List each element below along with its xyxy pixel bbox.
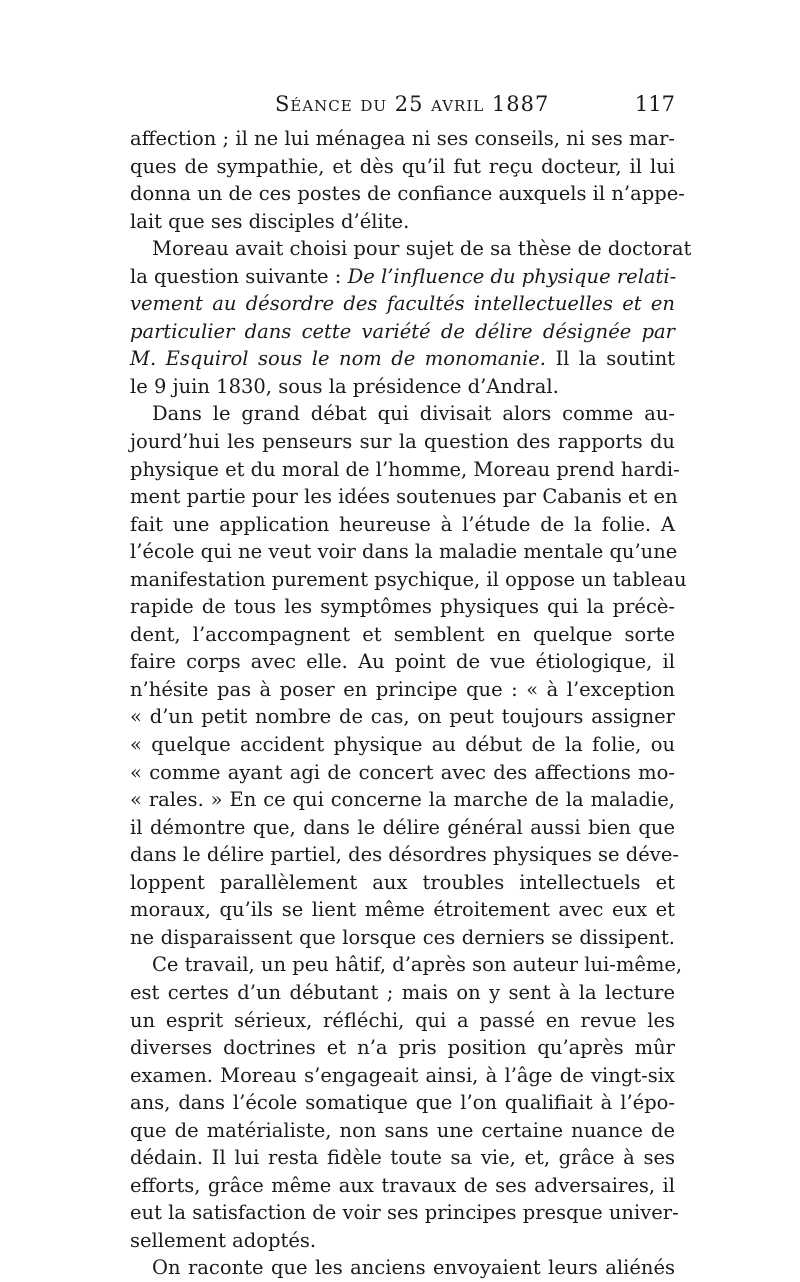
text-line	[130, 208, 675, 236]
line-text: « comme ayant agi de concert avec des affections mo-	[130, 760, 675, 784]
line-text: affection ; il ne lui ménagea ni ses conseils, ni ses mar-	[130, 127, 675, 150]
line-text: lait que ses disciples d’élite.	[130, 209, 410, 233]
line-text: Dans le grand débat qui divisait alors comme au-	[152, 402, 675, 426]
text-line	[130, 400, 675, 428]
line-text: il démontre que, dans le délire général aussi bien que	[130, 815, 675, 839]
line-text: est certes d’un débutant ; mais on y sent à la lecture	[130, 980, 675, 1004]
line-text: que de matérialiste, non sans une certaine nuance de	[130, 1118, 675, 1142]
line-text: n’hésite pas à poser en principe que : « à l’exception	[130, 677, 675, 701]
text-line	[130, 566, 687, 594]
text-line	[130, 1144, 675, 1172]
text-line	[130, 345, 675, 373]
line-text: sellement adoptés.	[130, 1228, 317, 1252]
line-text: « rales. » En ce qui concerne la marche de la maladie,	[130, 788, 675, 812]
text-line	[130, 1089, 675, 1117]
text-line	[130, 924, 675, 952]
text-line	[130, 593, 675, 621]
text-line	[130, 318, 675, 346]
italic-text: vement au désordre des facultés intellectuelles et en	[130, 292, 675, 316]
text-line	[130, 373, 675, 401]
line-text: ans, dans l’école somatique que l’on qualifiait à l’épo-	[130, 1091, 675, 1115]
line-text: diverses doctrines et n’a pris position qu’après mûr	[130, 1036, 675, 1060]
line-text: Ce travail, un peu hâtif, d’après son auteur lui-même,	[152, 953, 683, 977]
text-line	[130, 1117, 675, 1145]
line-text: manifestation purement psychique, il oppose un tableau	[130, 567, 687, 591]
line-text: ne disparaissent que lorsque ces derniers se dissipent.	[130, 925, 675, 949]
running-title: Séance du 25 avril 1887	[275, 92, 550, 116]
text-line	[130, 1062, 675, 1090]
text-line	[130, 786, 675, 814]
text-line	[130, 511, 675, 539]
line-text: donna un de ces postes de confiance auxquels il n’appe-	[130, 182, 685, 206]
text-line	[130, 979, 675, 1007]
text-line	[130, 1007, 675, 1035]
line-text: ment partie pour les idées soutenues par Cabanis et en	[130, 485, 678, 509]
text-line	[130, 648, 675, 676]
line-text: On raconte que les anciens envoyaient leurs aliénés	[152, 1256, 675, 1280]
line-text: loppent parallèlement aux troubles intellectuels et	[130, 870, 675, 894]
text-line	[130, 731, 675, 759]
text-line	[130, 290, 675, 318]
line-text: fait une application heureuse à l’étude de la folie. A	[130, 512, 675, 536]
text-line	[130, 869, 675, 897]
text-line	[130, 1172, 675, 1200]
text-line	[130, 703, 675, 731]
text-line	[130, 676, 675, 704]
text-line	[130, 153, 675, 181]
text-line	[130, 263, 675, 291]
line-text: le 9 juin 1830, sous la présidence d’Andral.	[130, 374, 559, 398]
text-line	[130, 235, 692, 263]
line-text: l’école qui ne veut voir dans la maladie mentale qu’une	[130, 540, 678, 564]
text-line	[130, 1034, 675, 1062]
text-line	[130, 538, 678, 566]
line-text: moraux, qu’ils se lient même étroitement avec eux et	[130, 898, 675, 922]
text-line	[130, 814, 675, 842]
text-line	[130, 896, 675, 924]
text-line	[130, 1254, 675, 1282]
line-text: examen. Moreau s’engageait ainsi, à l’âge de vingt-six	[130, 1063, 675, 1087]
line-text: Il la soutint	[545, 347, 675, 371]
line-text: « quelque accident physique au début de la folie, ou	[130, 733, 675, 757]
line-text: dans le délire partiel, des désordres physiques se déve-	[130, 843, 679, 867]
line-text: un esprit sérieux, réfléchi, qui a passé en revue les	[130, 1008, 675, 1032]
line-text: « d’un petit nombre de cas, on peut toujours assigner	[130, 705, 675, 729]
line-text: eut la satisfaction de voir ses principes presque univer-	[130, 1201, 679, 1225]
italic-text: particulier dans cette variété de délire désignée par	[130, 319, 675, 343]
text-line	[130, 951, 683, 979]
page-number: 117	[634, 92, 675, 116]
text-line	[130, 841, 679, 869]
line-text: dédain. Il lui resta fidèle toute sa vie, et, grâce à ses	[130, 1146, 675, 1170]
text-line	[130, 759, 675, 787]
text-line	[130, 621, 675, 649]
text-line	[130, 456, 680, 484]
line-text: Moreau avait choisi pour sujet de sa thèse de doctorat	[152, 237, 692, 261]
text-line	[130, 1227, 675, 1255]
page-header	[130, 92, 675, 122]
text-line	[130, 428, 675, 456]
line-text: physique et du moral de l’homme, Moreau prend hardi-	[130, 457, 680, 481]
text-line	[130, 180, 685, 208]
line-text: rapide de tous les symptômes physiques qui la précè-	[130, 595, 675, 619]
text-line	[130, 125, 675, 153]
italic-text: M. Esquirol sous le nom de monomanie.	[130, 347, 546, 371]
line-text: la question suivante :	[130, 264, 348, 288]
text-line	[130, 1199, 679, 1227]
line-text: efforts, grâce même aux travaux de ses adversaires, il	[130, 1173, 675, 1197]
line-text: jourd’hui les penseurs sur la question des rapports du	[130, 430, 675, 454]
italic-text: De l’influence du physique relati-	[347, 264, 677, 288]
body-text	[130, 125, 692, 1282]
text-line	[130, 483, 678, 511]
line-text: ques de sympathie, et dès qu’il fut reçu docteur, il lui	[130, 154, 675, 178]
line-text: dent, l’accompagnent et semblent en quelque sorte	[130, 622, 675, 646]
line-text: faire corps avec elle. Au point de vue étiologique, il	[130, 650, 675, 674]
